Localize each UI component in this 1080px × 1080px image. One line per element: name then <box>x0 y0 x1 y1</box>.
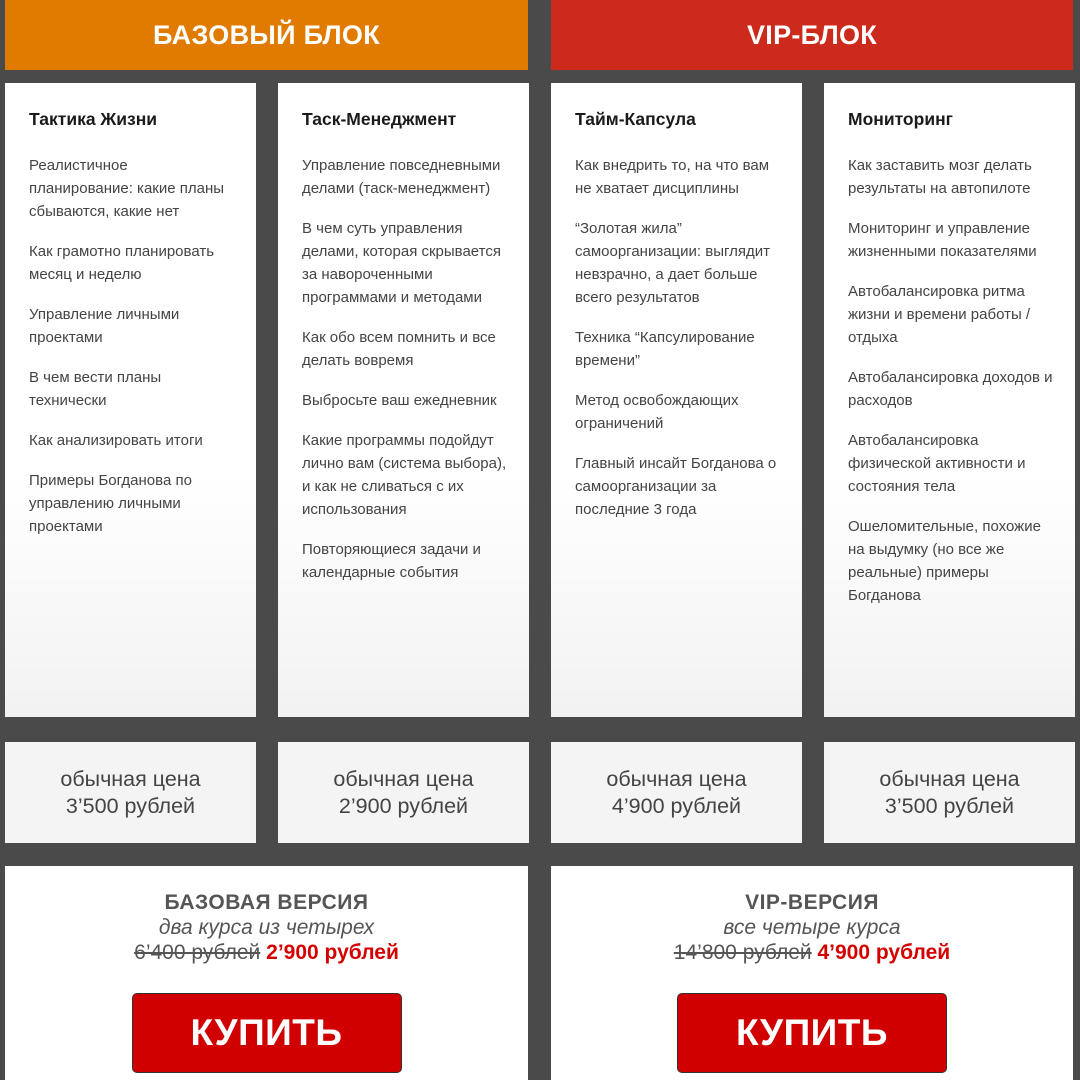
course-item: Мониторинг и управление жизненными показателями <box>848 220 1037 260</box>
buy-basic-button[interactable]: КУПИТЬ <box>132 993 402 1073</box>
course-item: Автобалансировка доходов и расходов <box>848 369 1053 409</box>
price-value: 2’900 рублей <box>338 793 469 818</box>
offer-title: БАЗОВАЯ ВЕРСИЯ <box>164 891 369 914</box>
old-price: 14’800 рублей <box>673 941 812 964</box>
course-item: Реалистичное планирование: какие планы сбываются, какие нет <box>29 157 225 220</box>
course-item: Как анализировать итоги <box>29 432 203 449</box>
course-item: Управление повседневными делами (таск-менеджмент) <box>302 157 501 197</box>
price-label: обычная цена <box>606 766 747 791</box>
vip-block-header <box>551 0 1073 70</box>
course-item: В чем вести планы технически <box>29 369 162 409</box>
offer-prices <box>551 941 1073 965</box>
course-item: Главный инсайт Богданова о самоорганизации за последние 3 года <box>575 455 777 518</box>
course-item: Управление личными проектами <box>29 306 180 346</box>
price-label: обычная цена <box>60 766 201 791</box>
course-card-time-capsule <box>551 83 802 717</box>
course-title: Таск-Менеджмент <box>302 109 457 129</box>
course-item: Какие программы подойдут лично вам (система выбора), и как не сливаться с их использования <box>302 432 507 518</box>
basic-block-title: БАЗОВЫЙ БЛОК <box>152 19 381 50</box>
offer-prices <box>5 941 528 965</box>
course-item: Автобалансировка физической активности и состояния тела <box>848 432 1026 495</box>
course-title: Мониторинг <box>848 109 953 129</box>
course-item: Выбросьте ваш ежедневник <box>302 392 497 409</box>
regular-price-card <box>551 742 802 843</box>
regular-price-card <box>278 742 529 843</box>
course-item: Примеры Богданова по управлению личными проектами <box>29 472 192 535</box>
price-value: 4’900 рублей <box>611 793 742 818</box>
new-price: 4’900 рублей <box>817 941 951 964</box>
price-value: 3’500 рублей <box>65 793 196 818</box>
basic-block-header <box>5 0 528 70</box>
course-card-monitoring <box>824 83 1075 717</box>
course-item: Метод освобождающих ограничений <box>575 392 739 432</box>
course-item: Как грамотно планировать месяц и неделю <box>29 243 215 283</box>
basic-offer-panel <box>5 866 528 1080</box>
course-item: Автобалансировка ритма жизни и времени работы / отдыха <box>848 283 1031 346</box>
course-item: Как внедрить то, на что вам не хватает дисциплины <box>575 157 770 197</box>
regular-price-card <box>5 742 256 843</box>
old-price: 6’400 рублей <box>134 941 261 964</box>
course-item: Повторяющиеся задачи и календарные события <box>302 541 481 581</box>
course-card-task-management <box>278 83 529 717</box>
course-title: Тактика Жизни <box>29 109 158 129</box>
new-price: 2’900 рублей <box>266 941 399 964</box>
course-item: Техника “Капсулирование времени” <box>575 329 755 369</box>
vip-block-title: VIP-БЛОК <box>746 19 878 50</box>
offer-title: VIP-ВЕРСИЯ <box>745 891 879 914</box>
course-item: Как заставить мозг делать результаты на автопилоте <box>848 157 1032 197</box>
regular-price-card <box>824 742 1075 843</box>
course-item: “Золотая жила” самоорганизации: выглядит невзрачно, а дает больше всего результатов <box>575 220 770 306</box>
course-card-taktika <box>5 83 256 717</box>
price-label: обычная цена <box>879 766 1020 791</box>
course-title: Тайм-Капсула <box>575 109 696 129</box>
course-item: В чем суть управления делами, которая скрывается за навороченными программами и методами <box>302 220 501 306</box>
course-item: Как обо всем помнить и все делать вовремя <box>302 329 496 369</box>
buy-vip-button[interactable]: КУПИТЬ <box>677 993 947 1073</box>
offer-subtitle: все четыре курса <box>723 916 901 939</box>
vip-offer-panel <box>551 866 1073 1080</box>
course-item: Ошеломительные, похожие на выдумку (но все же реальные) примеры Богданова <box>848 518 1041 604</box>
price-value: 3’500 рублей <box>884 793 1015 818</box>
price-label: обычная цена <box>333 766 474 791</box>
offer-subtitle: два курса из четырех <box>158 916 375 939</box>
